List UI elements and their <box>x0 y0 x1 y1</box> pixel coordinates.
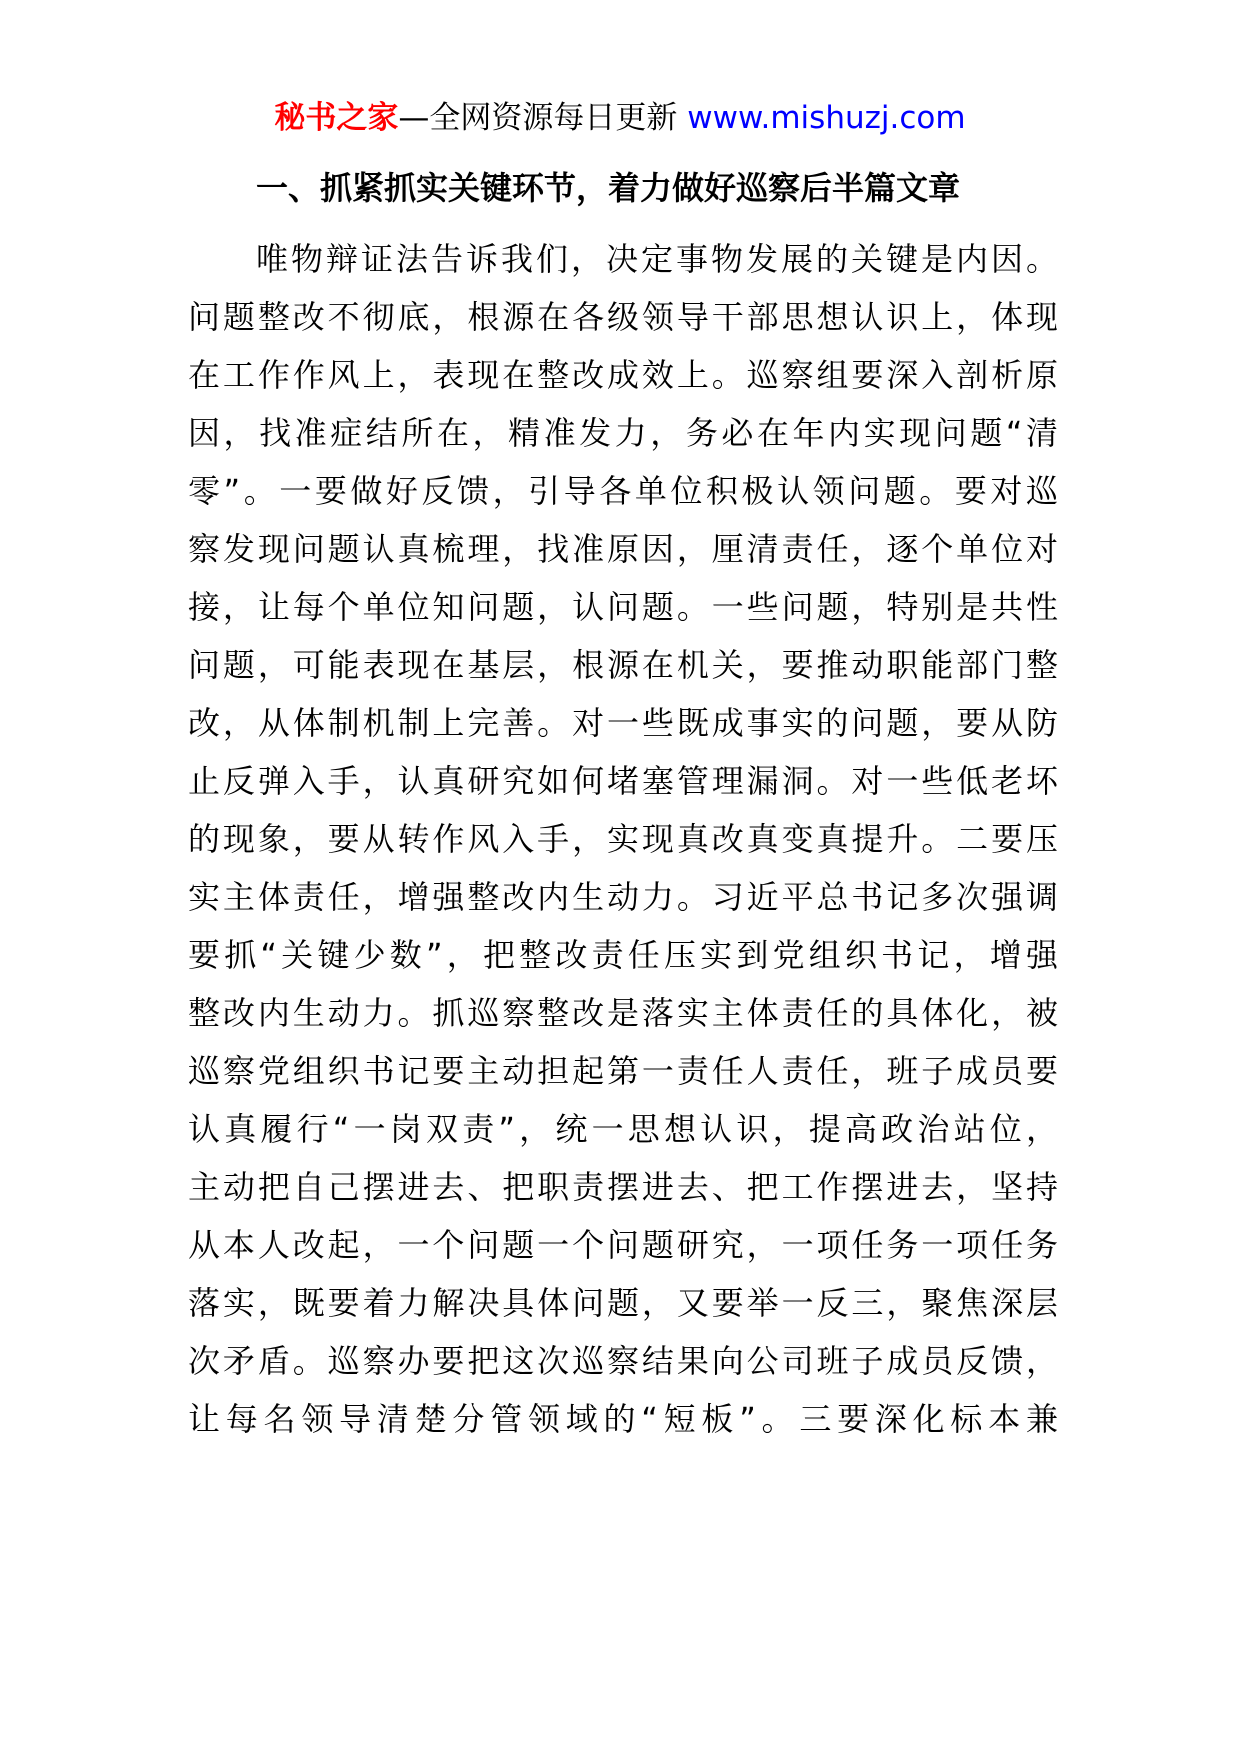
paragraph-line: 问题，可能表现在基层，根源在机关，要推动职能部门整 <box>188 646 1058 684</box>
paragraph-line: 实主体责任，增强整改内生动力。习近平总书记多次强调 <box>188 878 1058 916</box>
paragraph-line: 在工作作风上，表现在整改成效上。巡察组要深入剖析原 <box>188 356 1058 394</box>
paragraph-line: 接，让每个单位知问题，认问题。一些问题，特别是共性 <box>188 588 1058 626</box>
paragraph-line: 认真履行“一岗双责”，统一思想认识，提高政治站位， <box>188 1110 1058 1148</box>
paragraph-line: 巡察党组织书记要主动担起第一责任人责任，班子成员要 <box>188 1052 1058 1090</box>
section-heading: 一、抓紧抓实关键环节，着力做好巡察后半篇文章 <box>256 169 961 207</box>
paragraph-line: 因，找准症结所在，精准发力，务必在年内实现问题“清 <box>188 414 1058 452</box>
paragraph-line: 唯物辩证法告诉我们，决定事物发展的关键是内因。 <box>256 240 1058 278</box>
paragraph-line: 要抓“关键少数”，把整改责任压实到党组织书记，增强 <box>188 936 1058 974</box>
paragraph-line: 的现象，要从转作风入手，实现真改真变真提升。二要压 <box>188 820 1058 858</box>
paragraph-line: 问题整改不彻底，根源在各级领导干部思想认识上，体现 <box>188 298 1058 336</box>
brand-name: 秘书之家 <box>274 100 399 136</box>
paragraph-line: 主动把自己摆进去、把职责摆进去、把工作摆进去，坚持 <box>188 1168 1058 1206</box>
paragraph-line: 改，从体制机制上完善。对一些既成事实的问题，要从防 <box>188 704 1058 742</box>
paragraph-line: 次矛盾。巡察办要把这次巡察结果向公司班子成员反馈， <box>188 1342 1058 1380</box>
paragraph-line: 让每名领导清楚分管领域的“短板”。三要深化标本兼 <box>188 1400 1058 1438</box>
banner-tagline: —全网资源每日更新 <box>398 100 688 136</box>
paragraph-line: 从本人改起，一个问题一个问题研究，一项任务一项任务 <box>188 1226 1058 1264</box>
paragraph-line: 察发现问题认真梳理，找准原因，厘清责任，逐个单位对 <box>188 530 1058 568</box>
website-link[interactable]: www.mishuzj.com <box>687 100 966 136</box>
paragraph-line: 零”。一要做好反馈，引导各单位积极认领问题。要对巡 <box>188 472 1058 510</box>
paragraph-line: 整改内生动力。抓巡察整改是落实主体责任的具体化，被 <box>188 994 1058 1032</box>
paragraph-line: 止反弹入手，认真研究如何堵塞管理漏洞。对一些低老坏 <box>188 762 1058 800</box>
site-banner <box>0 98 1240 138</box>
paragraph-line: 落实，既要着力解决具体问题，又要举一反三，聚焦深层 <box>188 1284 1058 1322</box>
